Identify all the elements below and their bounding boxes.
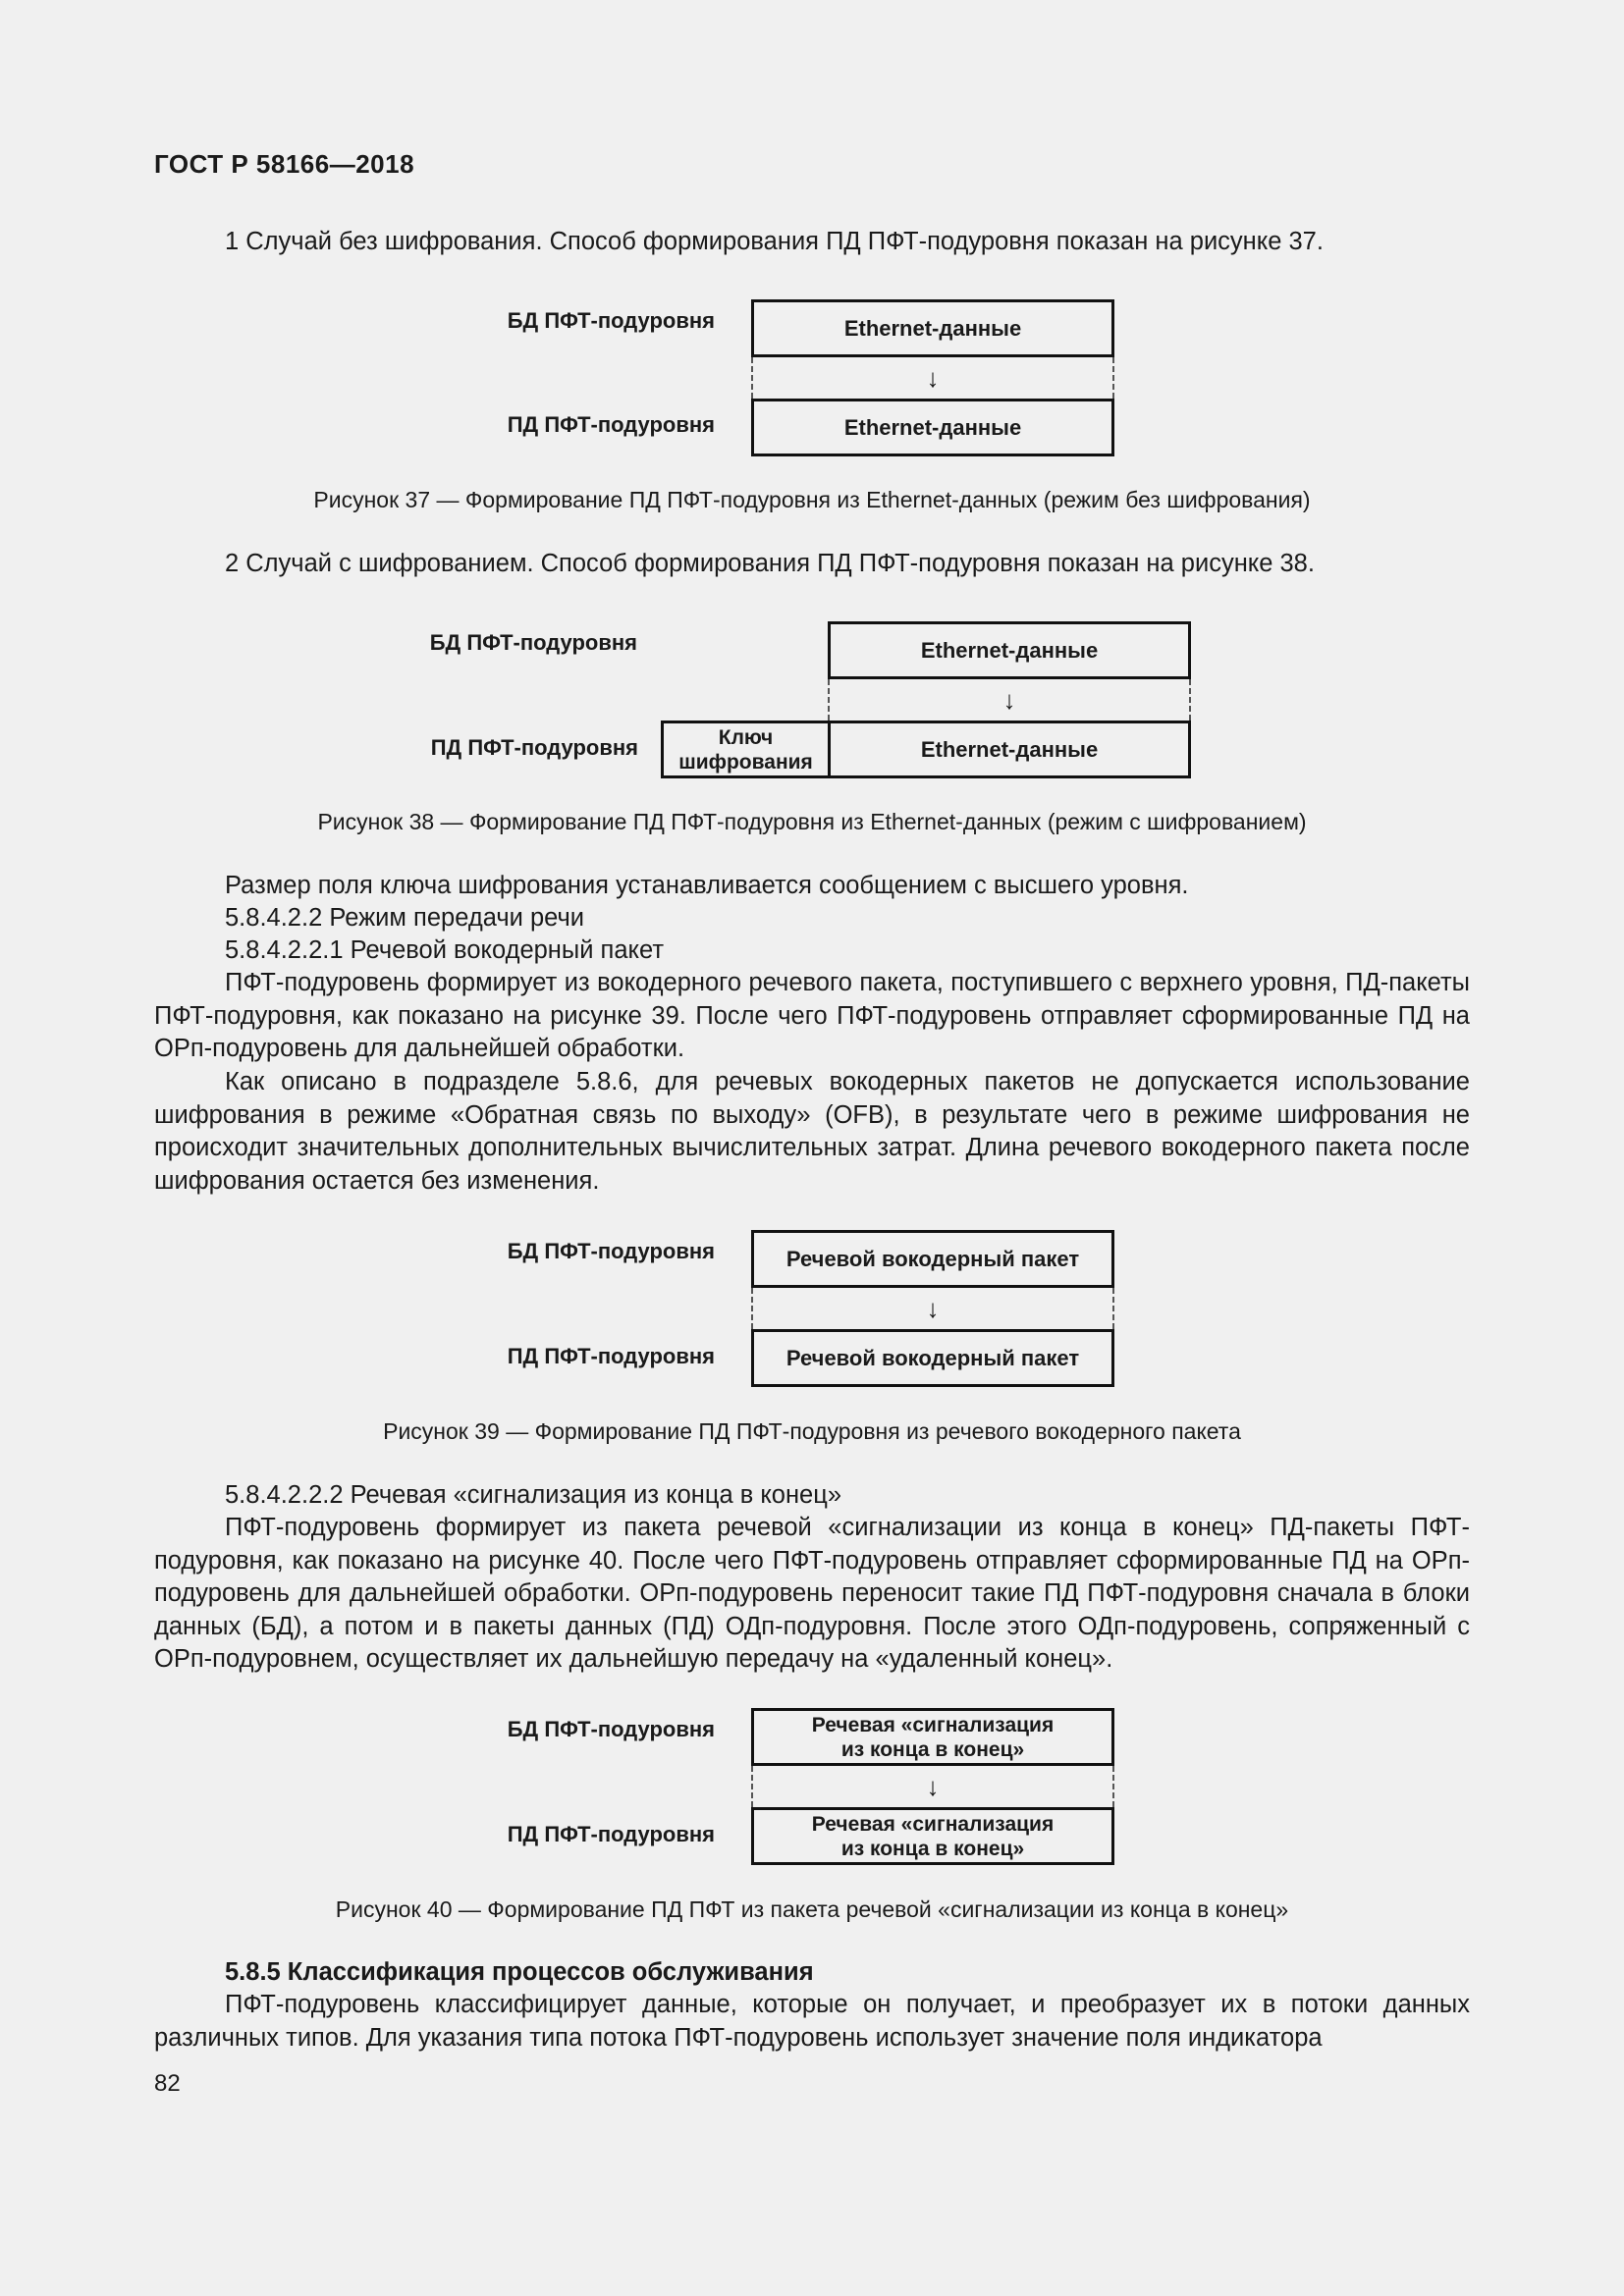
fig37-box-top: Ethernet-данные — [751, 299, 1114, 357]
vocoder-paragraph-2: Как описано в подразделе 5.8.6, для речевых вокодерных пакетов не допускается использование шифрования в режиме «Обратная связь по выходу» (OFB), в результате чего в режиме шифрования не происходит значительных дополнительных вычислительных затрат. Длина речевого вокодерного пакета после шифрования остается без изменения. — [154, 1068, 1470, 1195]
fig40-label-top: БД ПФТ-подуровня — [507, 1717, 715, 1741]
fig38-key-line1: Ключ — [718, 725, 774, 749]
fig39-label-bottom: ПД ПФТ-подуровня — [507, 1344, 715, 1368]
fig38-box-bottom: Ethernet-данные — [828, 721, 1191, 778]
section-5-8-5-paragraph: ПФТ-подуровень классифицирует данные, которые он получает, и преобразует их в потоки данных различных типов. Для указания типа потока ПФТ-подуровень использует значение поля индикатора — [154, 1991, 1470, 2052]
fig37-caption: Рисунок 37 — Формирование ПД ПФТ-подуровня из Ethernet-данных (режим без шифрования) — [313, 487, 1311, 512]
fig37-arrow: ↓ — [751, 357, 1114, 399]
fig40-box-top — [751, 1708, 1114, 1766]
fig37-box-bottom: Ethernet-данные — [751, 399, 1114, 456]
fig38-intro: 2 Случай с шифрованием. Способ формирования ПД ПФТ-подуровня показан на рисунке 38. — [225, 550, 1315, 577]
fig40-box-top-line2: из конца в конец» — [840, 1737, 1025, 1761]
section-5-8-4-2-2-1: 5.8.4.2.2.1 Речевой вокодерный пакет — [225, 936, 664, 964]
fig37-label-top: БД ПФТ-подуровня — [507, 308, 715, 333]
fig38-box-top: Ethernet-данные — [828, 621, 1191, 679]
fig40-box-bottom — [751, 1807, 1114, 1865]
fig38-label-top: БД ПФТ-подуровня — [429, 630, 637, 655]
fig38-arrow: ↓ — [828, 679, 1191, 721]
fig40-box-top-line1: Речевая «сигнализация — [811, 1713, 1055, 1736]
signal-paragraph: ПФТ-подуровень формирует из пакета речевой «сигнализации из конца в конец» ПД-пакеты ПФТ-подуровня, как показано на рисунке 40. После чего ПФТ-подуровень отправляет сформированные ПД на ОРп-подуровень для дальнейшей обработки. ОРп-подуровень переносит такие ПД ПФТ-подуровня сначала в блоки данных (БД), а потом и в пакеты данных (ПД) ОДп-подуровня. После этого ОДп-подуровень, сопряженный с ОРп-подуровнем, осуществляет их дальнейшую передачу на «удаленный конец». — [154, 1514, 1470, 1673]
fig40-label-bottom: ПД ПФТ-подуровня — [507, 1822, 715, 1846]
fig37-intro: 1 Случай без шифрования. Способ формирования ПД ПФТ-подуровня показан на рисунке 37. — [225, 228, 1324, 255]
fig39-box-top: Речевой вокодерный пакет — [751, 1230, 1114, 1288]
fig38-key-line2: шифрования — [678, 750, 813, 774]
section-5-8-5-heading: 5.8.5 Классификация процессов обслуживания — [225, 1958, 814, 1986]
section-5-8-4-2-2-2: 5.8.4.2.2.2 Речевая «сигнализация из конца в конец» — [225, 1481, 842, 1509]
fig40-arrow: ↓ — [751, 1766, 1114, 1807]
fig39-caption: Рисунок 39 — Формирование ПД ПФТ-подуровня из речевого вокодерного пакета — [383, 1418, 1241, 1444]
fig38-caption: Рисунок 38 — Формирование ПД ПФТ-подуровня из Ethernet-данных (режим с шифрованием) — [317, 809, 1307, 834]
fig40-box-bottom-line2: из конца в конец» — [840, 1837, 1025, 1860]
fig40-caption: Рисунок 40 — Формирование ПД ПФТ из пакета речевой «сигнализации из конца в конец» — [335, 1896, 1289, 1922]
key-size-text: Размер поля ключа шифрования устанавливается сообщением с высшего уровня. — [225, 872, 1189, 899]
document-code-header: ГОСТ Р 58166—2018 — [154, 149, 415, 179]
fig37-label-bottom: ПД ПФТ-подуровня — [507, 412, 715, 437]
vocoder-paragraph-1: ПФТ-подуровень формирует из вокодерного речевого пакета, поступившего с верхнего уровня, ПД-пакеты ПФТ-подуровня, как показано на рисунке 39. После чего ПФТ-подуровень отправляет сформированные ПД на ОРп-подуровень для дальнейшей обработки. — [154, 969, 1470, 1062]
fig39-arrow: ↓ — [751, 1288, 1114, 1329]
section-5-8-4-2-2: 5.8.4.2.2 Режим передачи речи — [225, 904, 584, 932]
fig40-box-bottom-line1: Речевая «сигнализация — [811, 1812, 1055, 1836]
fig38-label-bottom: ПД ПФТ-подуровня — [430, 735, 638, 760]
page-number: 82 — [154, 2070, 181, 2097]
fig38-key-box — [661, 721, 831, 778]
fig39-box-bottom: Речевой вокодерный пакет — [751, 1329, 1114, 1387]
fig39-label-top: БД ПФТ-подуровня — [507, 1239, 715, 1263]
